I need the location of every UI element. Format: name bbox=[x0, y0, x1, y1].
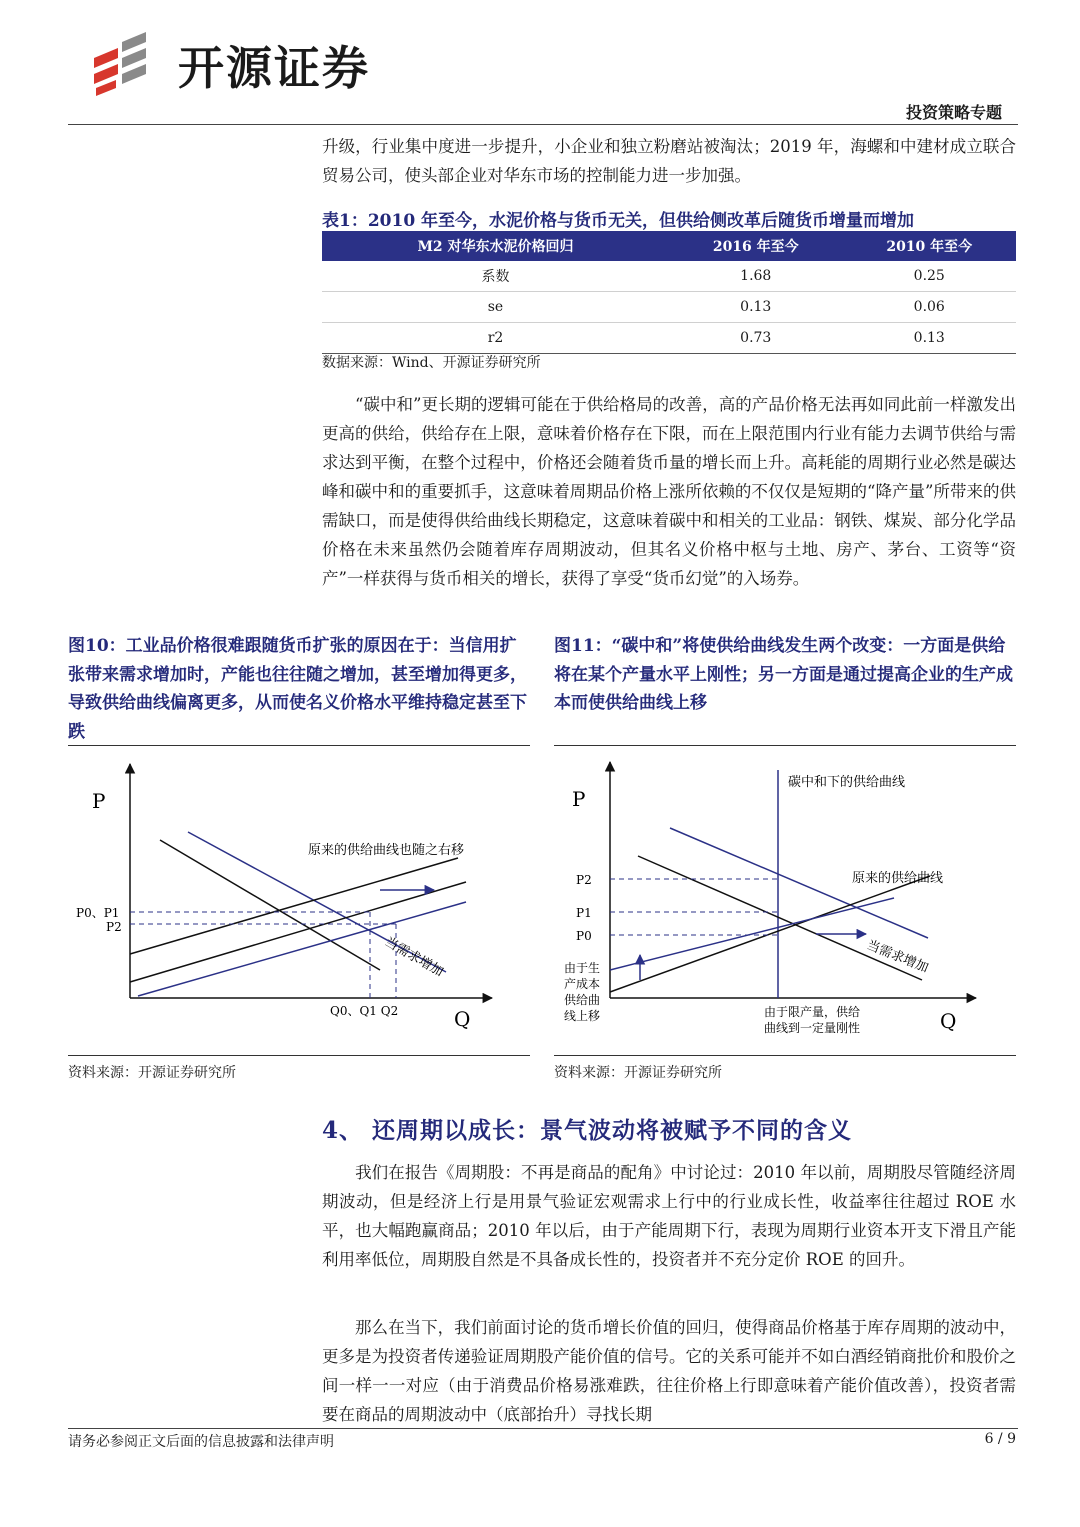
table-header-cell: 2010 年至今 bbox=[843, 231, 1017, 261]
q-ticks-label: Q0、Q1 Q2 bbox=[330, 1004, 399, 1018]
supply-curve-original bbox=[610, 876, 930, 992]
section4-paragraph-1 bbox=[322, 1158, 1016, 1274]
supply-curve-original bbox=[130, 858, 458, 954]
report-category: 投资策略专题 bbox=[905, 103, 1002, 122]
table-cell: 0.13 bbox=[843, 323, 1017, 354]
logo-mark-icon bbox=[88, 30, 168, 100]
table-cell: 1.68 bbox=[669, 261, 843, 292]
figure11-top-rule bbox=[554, 745, 1016, 746]
section-heading: 4、 还周期以成长：景气波动将被赋予不同的含义 bbox=[322, 1117, 853, 1144]
table-row bbox=[322, 292, 1016, 323]
figure11-diagram bbox=[554, 752, 1016, 1052]
figure10-top-rule bbox=[68, 745, 530, 746]
p1-label: P1 bbox=[576, 906, 592, 920]
figure10-diagram bbox=[68, 752, 530, 1052]
demand-curve-original bbox=[160, 840, 380, 970]
table-cell: 0.73 bbox=[669, 323, 843, 354]
supply-curve-mid bbox=[130, 882, 466, 982]
figure10-bottom-rule bbox=[68, 1055, 530, 1056]
figure10-title: 图10：工业品价格很难跟随货币扩张的原因在于：当信用扩张带来需求增加时，产能也往往随之增加，甚至增加得更多，导致供给曲线偏离更多，从而使名义价格水平维持稳定甚至下跌 bbox=[68, 636, 527, 742]
figure10-source: 资料来源：开源证券研究所 bbox=[68, 1065, 236, 1081]
company-logo bbox=[88, 30, 168, 100]
q-axis-label: Q bbox=[454, 1007, 471, 1031]
figure11-title: 图11：“碳中和”将使供给曲线发生两个改变：一方面是供给将在某个产量水平上刚性；另一方面是通过提高企业的生产成本而使供给曲线上移 bbox=[554, 636, 1013, 713]
table-title: 表1：2010 年至今，水泥价格与货币无关，但供给侧改革后随货币增量而增加 bbox=[322, 211, 915, 231]
page-number: 6 / 9 bbox=[984, 1431, 1016, 1447]
p0p1-label: P0、P1 bbox=[76, 906, 120, 920]
carbon-supply-label: 碳中和下的供给曲线 bbox=[788, 775, 906, 790]
paragraph-text: 那么在当下，我们前面讨论的货币增长价值的回归，使得商品价格基于库存周期的波动中，更多是为投资者传递验证周期股产能价值的信号。它的关系可能并不如白酒经销商批价和股价之间一样一一对应（由于消费品价格易涨难跌，往往价格上行即意味着产能价值改善），投资者需要在商品的周期波动中（底部抬升）寻找长期 bbox=[322, 1318, 1016, 1424]
figure11-source: 资料来源：开源证券研究所 bbox=[554, 1065, 722, 1081]
table-cell: se bbox=[322, 292, 669, 323]
rigid-note-line: 由于限产量，供给 bbox=[764, 1005, 861, 1019]
demand-increase-label: 当需求增加 bbox=[382, 934, 446, 980]
p2-label: P2 bbox=[576, 873, 592, 887]
carbon-neutral-paragraph bbox=[322, 390, 1016, 593]
footer-divider bbox=[68, 1428, 1018, 1429]
p-axis-label: P bbox=[92, 789, 106, 813]
p-axis-label: P bbox=[572, 787, 586, 811]
supply-shift-label: 原来的供给曲线也随之右移 bbox=[308, 843, 465, 858]
q-axis-label: Q bbox=[940, 1009, 957, 1033]
table-header-cell: M2 对华东水泥价格回归 bbox=[322, 231, 669, 261]
table-cell: 0.25 bbox=[843, 261, 1017, 292]
table-row bbox=[322, 323, 1016, 354]
table-cell: r2 bbox=[322, 323, 669, 354]
paragraph-text: “碳中和”更长期的逻辑可能在于供给格局的改善，高的产品价格无法再如同此前一样激发出更高的供给，供给存在上限，意味着价格存在下限，而在上限范围内行业有能力去调节供给与需求达到平衡，在整个过程中，价格还会随着货币量的增长而上升。高耗能的周期行业必然是碳达峰和碳中和的重要抓手，这意味着周期品价格上涨所依赖的不仅仅是短期的“降产量”所带来的供需缺口，而是使得供给曲线长期稳定，这意味着碳中和相关的工业品：钢铁、煤炭、部分化学品价格在未来虽然仍会随着库存周期波动，但其名义价格中枢与土地、房产、茅台、工资等“资产”一样获得与货币相关的增长，获得了享受“货币幻觉”的入场券。 bbox=[322, 395, 1016, 588]
header-divider bbox=[68, 124, 1018, 125]
original-supply-label: 原来的供给曲线 bbox=[852, 871, 944, 886]
section4-paragraph-2 bbox=[322, 1313, 1016, 1429]
supply-curve-shifted bbox=[138, 902, 466, 996]
table-row bbox=[322, 261, 1016, 292]
p2-label: P2 bbox=[106, 920, 122, 934]
table-cell: 0.06 bbox=[843, 292, 1017, 323]
company-name: 开源证券 bbox=[178, 41, 370, 95]
footer-disclaimer: 请务必参阅正文后面的信息披露和法律声明 bbox=[68, 1434, 334, 1450]
cost-note-line: 产成本 bbox=[564, 977, 601, 991]
table-source: 数据来源：Wind、开源证券研究所 bbox=[322, 355, 541, 371]
demand-increase-label: 当需求增加 bbox=[864, 937, 931, 977]
rigid-note-line: 曲线到一定量刚性 bbox=[764, 1021, 861, 1035]
table-header-cell: 2016 年至今 bbox=[669, 231, 843, 261]
table-cell: 系数 bbox=[322, 261, 669, 292]
p0-label: P0 bbox=[576, 929, 592, 943]
regression-table bbox=[322, 231, 1016, 354]
cost-note-line: 线上移 bbox=[564, 1009, 601, 1023]
figure11-bottom-rule bbox=[554, 1055, 1016, 1056]
paragraph-text: 我们在报告《周期股：不再是商品的配角》中讨论过：2010 年以前，周期股尽管随经济周期波动，但是经济上行是用景气验证宏观需求上行中的行业成长性，收益率往往超过 ROE 水平，也大幅跑赢商品；2010 年以后，由于产能周期下行，表现为周期行业资本开支下滑且产能利用率低位，周期股自然是不具备成长性的，投资者并不充分定价 ROE 的回升。 bbox=[322, 1163, 1016, 1269]
table-cell: 0.13 bbox=[669, 292, 843, 323]
cost-note-line: 由于生 bbox=[564, 961, 601, 975]
cost-note-line: 供给曲 bbox=[564, 993, 601, 1007]
intro-paragraph: 升级，行业集中度进一步提升，小企业和独立粉磨站被淘汰；2019 年，海螺和中建材成立联合贸易公司，使头部企业对华东市场的控制能力进一步加强。 bbox=[322, 137, 1016, 185]
